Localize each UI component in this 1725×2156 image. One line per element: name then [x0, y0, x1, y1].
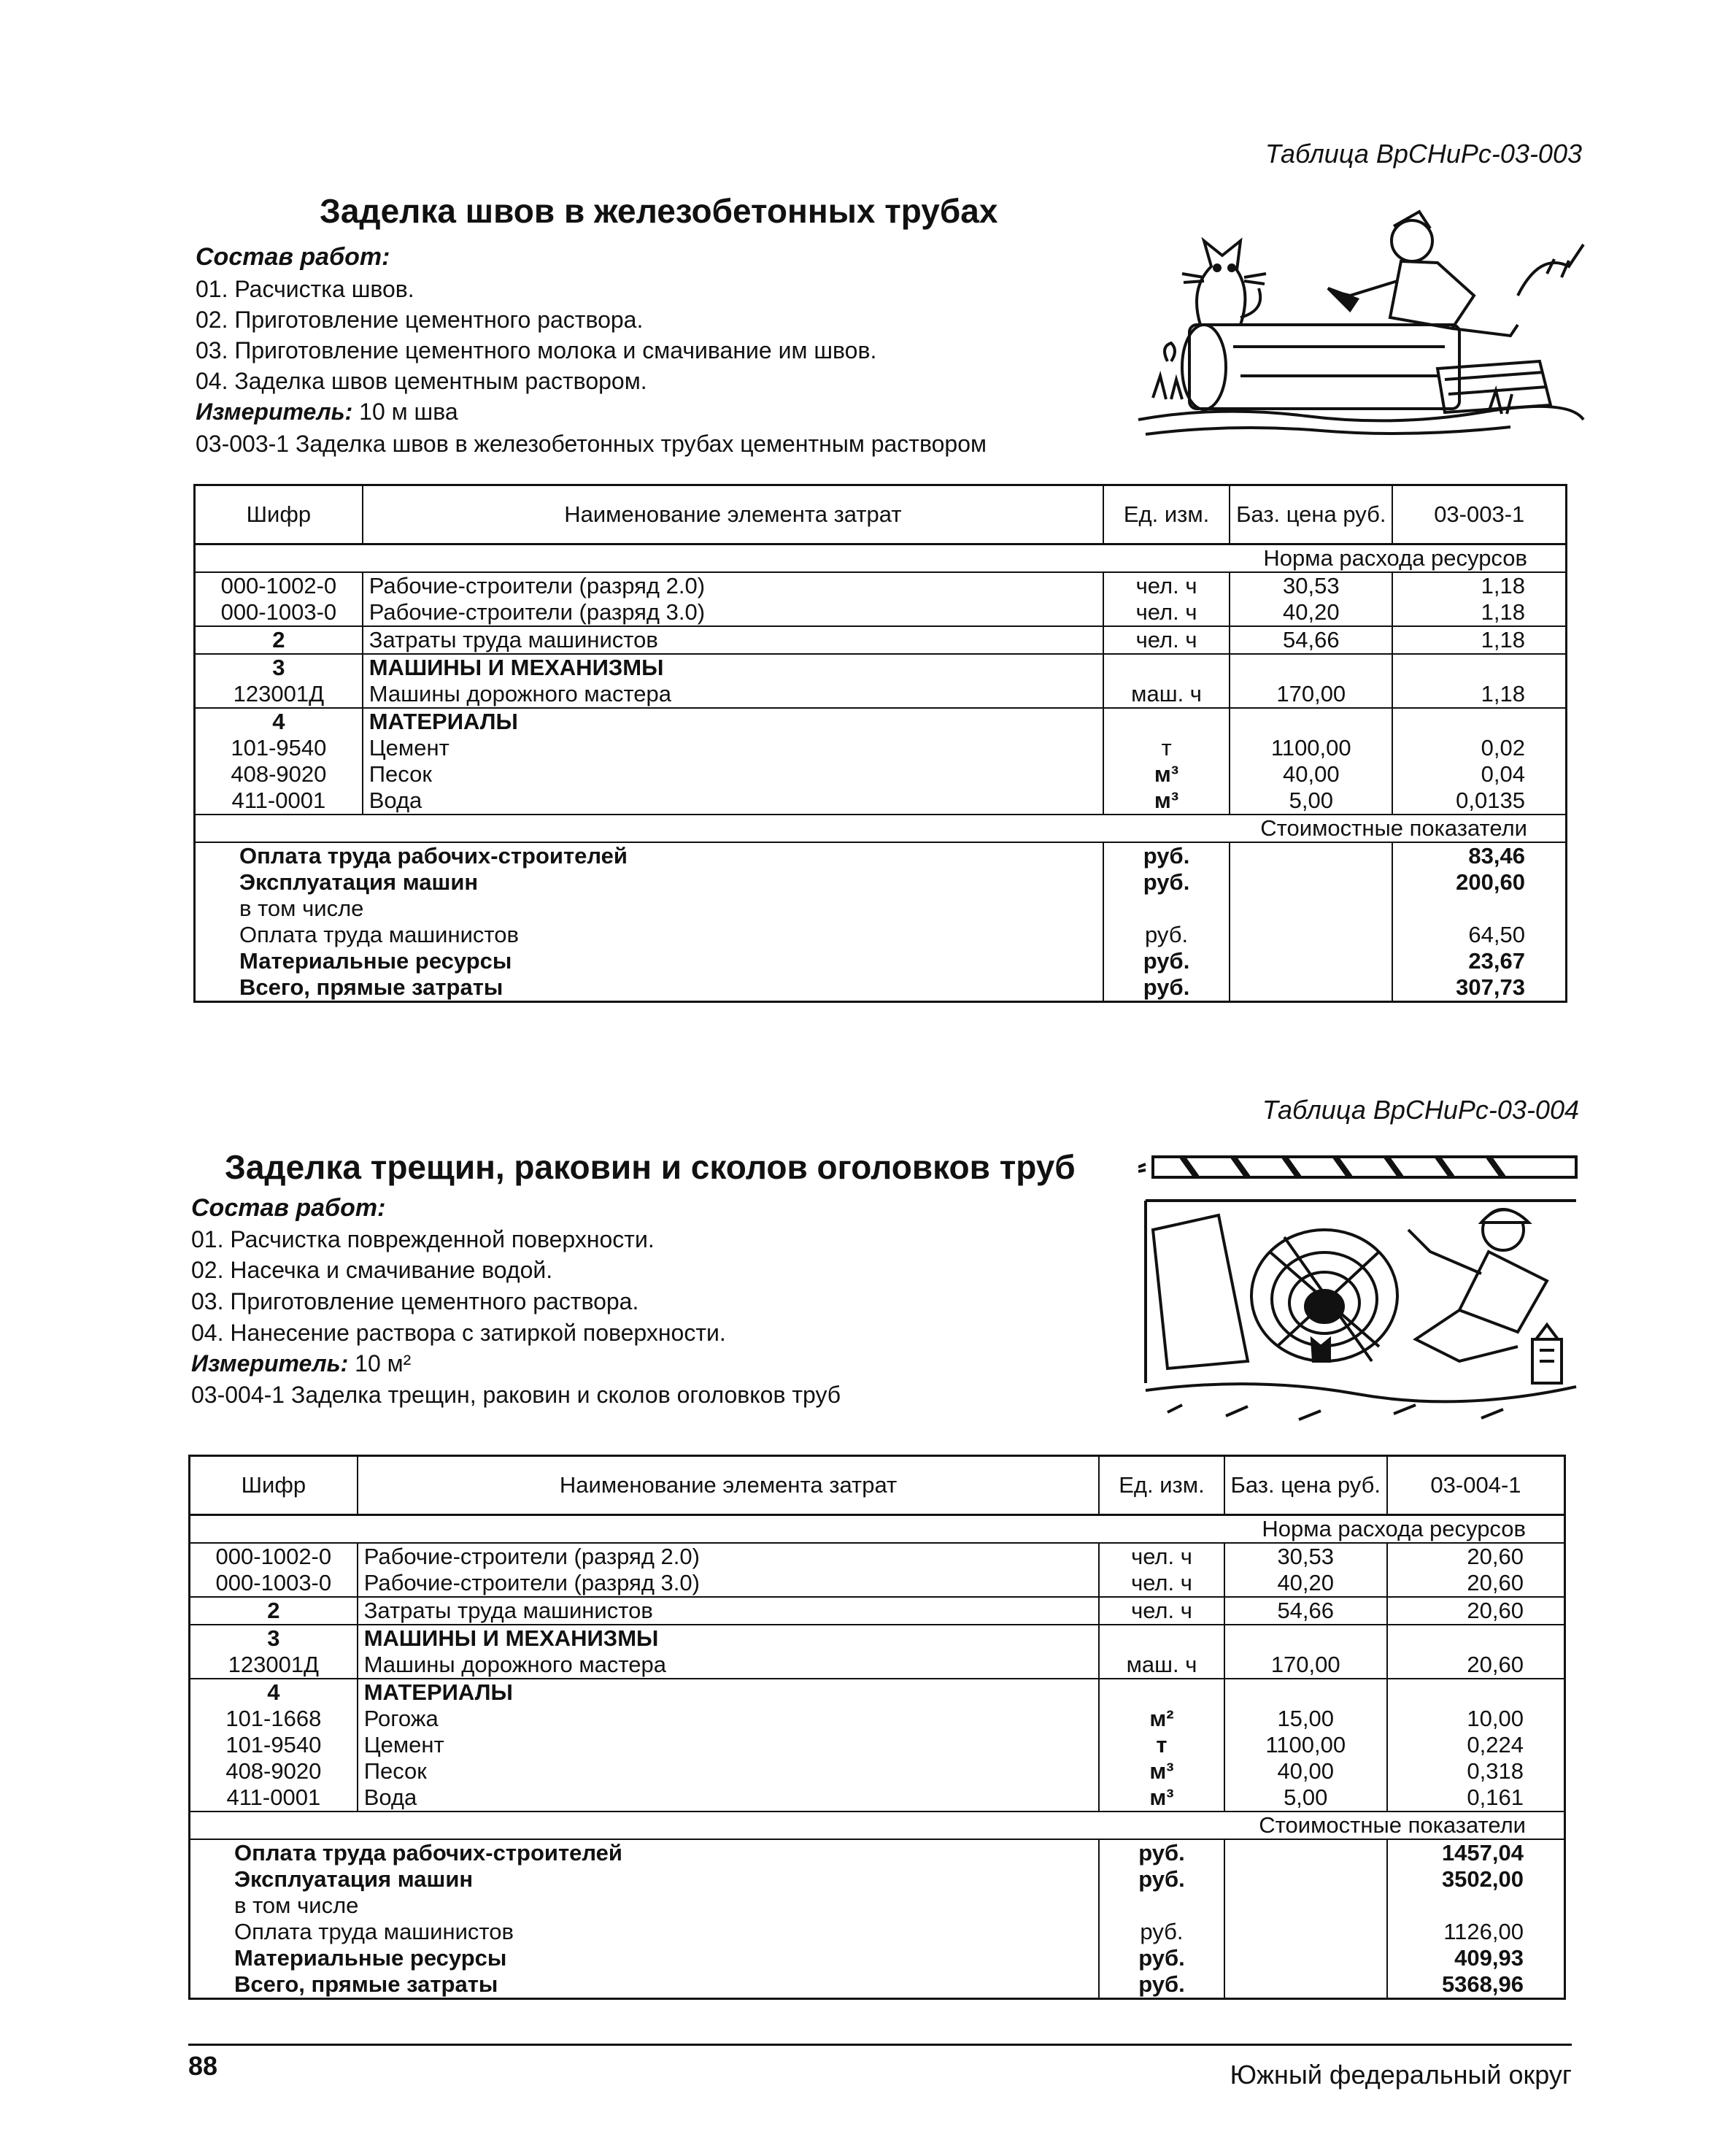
cell-price: 40,20 — [1230, 599, 1392, 626]
cell-unit: чел. ч — [1099, 1597, 1224, 1625]
cell-price: 54,66 — [1230, 626, 1392, 654]
cell-price: 30,53 — [1230, 572, 1392, 599]
cell-name: МАТЕРИАЛЫ — [363, 708, 1103, 735]
norm-band: Норма расхода ресурсов — [195, 544, 1567, 573]
footer-divider — [188, 2044, 1572, 2046]
cell-unit: м³ — [1099, 1785, 1224, 1812]
cost-row — [190, 1971, 1565, 1999]
table-row — [190, 1570, 1565, 1597]
cost-row — [190, 1945, 1565, 1971]
cost-unit: руб. — [1103, 869, 1230, 896]
work-item: 01. Расчистка швов. — [196, 276, 414, 302]
cell-name: МАШИНЫ И МЕХАНИЗМЫ — [363, 654, 1103, 681]
cell-price: 54,66 — [1224, 1597, 1387, 1625]
cost-band: Стоимостные показатели — [190, 1812, 1565, 1839]
cost-name: Оплата труда рабочих-строителей — [190, 1839, 1100, 1866]
cell-name: Цемент — [358, 1732, 1100, 1758]
cell-price: 5,00 — [1230, 788, 1392, 815]
cell-norm: 0,04 — [1481, 761, 1525, 787]
cost-row — [195, 869, 1567, 896]
cell-price: 1100,00 — [1224, 1732, 1387, 1758]
cell-code: 101-9540 — [195, 735, 363, 761]
table-row — [190, 1679, 1565, 1706]
cost-value: 83,46 — [1468, 843, 1525, 869]
cost-name: Всего, прямые затраты — [190, 1971, 1100, 1999]
cost-value: 3502,00 — [1441, 1866, 1524, 1892]
cost-row — [190, 1893, 1565, 1919]
page-number: 88 — [188, 2051, 218, 2081]
cell-price: 15,00 — [1224, 1706, 1387, 1732]
table-row — [195, 654, 1567, 681]
cost-value: 23,67 — [1468, 948, 1525, 974]
cost-name: Материальные ресурсы — [190, 1945, 1100, 1971]
cost-value: 307,73 — [1456, 974, 1525, 1000]
works-label: Состав работ: — [191, 1194, 386, 1222]
cost-row — [190, 1839, 1565, 1866]
cost-row — [190, 1866, 1565, 1893]
cell-unit: чел. ч — [1099, 1543, 1224, 1570]
cell-norm: 0,318 — [1467, 1758, 1524, 1784]
measure-label: Измеритель: — [191, 1350, 349, 1377]
cell-norm: 1,18 — [1481, 599, 1525, 625]
cost-value: 200,60 — [1456, 869, 1525, 895]
cost-unit: руб. — [1103, 974, 1230, 1002]
cell-code: 101-9540 — [190, 1732, 358, 1758]
measure-line — [196, 399, 458, 426]
cell-name: Машины дорожного мастера — [358, 1652, 1100, 1679]
measure-value: 10 м² — [355, 1350, 412, 1377]
footer-region: Южный федеральный округ — [1230, 2060, 1572, 2090]
cell-name: МАТЕРИАЛЫ — [358, 1679, 1100, 1706]
cell-code: 3 — [190, 1625, 358, 1652]
table-row — [195, 788, 1567, 815]
cell-norm: 1,18 — [1481, 627, 1525, 652]
work-item: 03. Приготовление цементного молока и смачивание им швов. — [196, 337, 877, 363]
cell-code: 000-1003-0 — [195, 599, 363, 626]
cell-unit: т — [1103, 735, 1230, 761]
cell-code: 4 — [190, 1679, 358, 1706]
cell-code: 4 — [195, 708, 363, 735]
cell-name: Рабочие-строители (разряд 3.0) — [358, 1570, 1100, 1597]
table-row — [190, 1706, 1565, 1732]
cost-value: 64,50 — [1468, 922, 1525, 947]
cost-row — [190, 1919, 1565, 1945]
work-item: 03. Приготовление цементного раствора. — [191, 1288, 639, 1314]
table-row — [190, 1785, 1565, 1812]
section-title: Заделка трещин, раковин и сколов оголовков труб — [225, 1148, 1076, 1186]
cell-price: 40,00 — [1224, 1758, 1387, 1785]
table-row — [195, 761, 1567, 788]
cell-price: 30,53 — [1224, 1543, 1387, 1570]
cell-code: 2 — [190, 1597, 358, 1625]
cell-unit: маш. ч — [1103, 681, 1230, 708]
cell-code: 408-9020 — [190, 1758, 358, 1785]
cell-price: 170,00 — [1224, 1652, 1387, 1679]
table-row — [195, 735, 1567, 761]
worker-at-pipe-head-illustration — [1138, 1142, 1583, 1434]
section-title: Заделка швов в железобетонных трубах — [320, 192, 998, 230]
cost-unit: руб. — [1099, 1919, 1224, 1945]
col-header: 03-003-1 — [1392, 485, 1566, 544]
cell-name: Затраты труда машинистов — [363, 626, 1103, 654]
cell-price: 170,00 — [1230, 681, 1392, 708]
cell-code: 408-9020 — [195, 761, 363, 788]
cell-norm: 20,60 — [1467, 1598, 1524, 1623]
table-row — [195, 681, 1567, 708]
cell-code: 000-1003-0 — [190, 1570, 358, 1597]
table-row — [190, 1597, 1565, 1625]
table-row — [195, 626, 1567, 654]
cell-name: Рабочие-строители (разряд 2.0) — [363, 572, 1103, 599]
cell-name: Затраты труда машинистов — [358, 1597, 1100, 1625]
cell-norm: 0,161 — [1467, 1785, 1524, 1810]
measure-value: 10 м шва — [359, 399, 458, 425]
cell-unit: м³ — [1099, 1758, 1224, 1785]
cell-name: Рабочие-строители (разряд 2.0) — [358, 1543, 1100, 1570]
cell-name: МАШИНЫ И МЕХАНИЗМЫ — [358, 1625, 1100, 1652]
cell-unit: т — [1099, 1732, 1224, 1758]
table-row — [190, 1625, 1565, 1652]
cost-value: 409,93 — [1454, 1945, 1524, 1971]
cell-name: Песок — [358, 1758, 1100, 1785]
cost-unit: руб. — [1103, 842, 1230, 869]
cost-row — [195, 842, 1567, 869]
work-item: 04. Заделка швов цементным раствором. — [196, 368, 647, 394]
cost-name: Материальные ресурсы — [195, 948, 1104, 974]
cost-unit: руб. — [1103, 948, 1230, 974]
cell-unit: чел. ч — [1103, 626, 1230, 654]
code-line: 03-003-1 Заделка швов в железобетонных трубах цементным раствором — [196, 431, 987, 457]
col-header: Шифр — [195, 485, 363, 544]
cell-norm: 1,18 — [1481, 681, 1525, 707]
cost-row — [195, 922, 1567, 948]
norm-band: Норма расхода ресурсов — [190, 1515, 1565, 1544]
cost-name: Всего, прямые затраты — [195, 974, 1104, 1002]
cell-norm: 10,00 — [1467, 1706, 1524, 1731]
cost-name: Эксплуатация машин — [195, 869, 1104, 896]
col-header: Наименование элемента затрат — [358, 1456, 1100, 1515]
work-item: 01. Расчистка поврежденной поверхности. — [191, 1226, 655, 1252]
cell-price: 40,20 — [1224, 1570, 1387, 1597]
cell-code: 101-1668 — [190, 1706, 358, 1732]
cell-code: 411-0001 — [195, 788, 363, 815]
work-item: 02. Приготовление цементного раствора. — [196, 307, 644, 333]
table-row — [195, 572, 1567, 599]
cell-code: 3 — [195, 654, 363, 681]
cell-unit: чел. ч — [1103, 572, 1230, 599]
cell-price: 1100,00 — [1230, 735, 1392, 761]
cell-norm: 1,18 — [1481, 573, 1525, 598]
work-item: 02. Насечка и смачивание водой. — [191, 1257, 553, 1283]
cost-row — [195, 974, 1567, 1002]
measure-label: Измеритель: — [196, 399, 353, 425]
table-row — [195, 708, 1567, 735]
col-header: Ед. изм. — [1103, 485, 1230, 544]
cost-band: Стоимостные показатели — [195, 815, 1567, 842]
cell-norm: 0,02 — [1481, 735, 1525, 761]
cell-code: 123001Д — [190, 1652, 358, 1679]
cell-unit: маш. ч — [1099, 1652, 1224, 1679]
estimate-table — [188, 1455, 1566, 2000]
cost-name: Эксплуатация машин — [190, 1866, 1100, 1893]
cell-norm: 20,60 — [1467, 1544, 1524, 1569]
cell-norm: 20,60 — [1467, 1570, 1524, 1595]
table-caption: Таблица ВрСНиРс-03-004 — [1262, 1095, 1579, 1125]
cost-name: Оплата труда машинистов — [190, 1919, 1100, 1945]
cell-norm: 0,0135 — [1456, 788, 1525, 813]
cell-unit: м³ — [1103, 761, 1230, 788]
cell-code: 123001Д — [195, 681, 363, 708]
cell-name: Машины дорожного мастера — [363, 681, 1103, 708]
cell-code: 2 — [195, 626, 363, 654]
cost-value: 5368,96 — [1441, 1971, 1524, 1997]
cell-unit: чел. ч — [1103, 599, 1230, 626]
table-row — [190, 1732, 1565, 1758]
table-row — [190, 1543, 1565, 1570]
cell-code: 000-1002-0 — [190, 1543, 358, 1570]
cost-value: 1457,04 — [1441, 1840, 1524, 1866]
cost-row — [195, 896, 1567, 922]
cost-unit: руб. — [1099, 1866, 1224, 1893]
cost-row — [195, 948, 1567, 974]
cell-code: 000-1002-0 — [195, 572, 363, 599]
cost-value: 1126,00 — [1443, 1919, 1524, 1944]
cost-unit: руб. — [1099, 1971, 1224, 1999]
cell-norm: 20,60 — [1467, 1652, 1524, 1677]
cost-name: Оплата труда машинистов — [195, 922, 1104, 948]
table-row — [190, 1758, 1565, 1785]
table-caption: Таблица ВрСНиРс-03-003 — [1265, 139, 1582, 169]
col-header: 03-004-1 — [1387, 1456, 1565, 1515]
cost-unit: руб. — [1099, 1945, 1224, 1971]
cost-name: в том числе — [195, 896, 1104, 922]
code-line: 03-004-1 Заделка трещин, раковин и сколов оголовков труб — [191, 1382, 841, 1408]
cell-code: 411-0001 — [190, 1785, 358, 1812]
cell-price: 5,00 — [1224, 1785, 1387, 1812]
cell-price: 40,00 — [1230, 761, 1392, 788]
cell-name: Цемент — [363, 735, 1103, 761]
cell-name: Вода — [363, 788, 1103, 815]
col-header: Наименование элемента затрат — [363, 485, 1103, 544]
col-header: Баз. цена руб. — [1224, 1456, 1387, 1515]
cell-unit: м² — [1099, 1706, 1224, 1732]
cell-name: Вода — [358, 1785, 1100, 1812]
work-item: 04. Нанесение раствора с затиркой поверхности. — [191, 1320, 726, 1346]
cell-unit: м³ — [1103, 788, 1230, 815]
cat-and-worker-sealing-pipe-illustration — [1131, 208, 1591, 463]
cost-unit: руб. — [1103, 922, 1230, 948]
measure-line — [191, 1350, 411, 1377]
works-label: Состав работ: — [196, 243, 390, 271]
cell-unit: чел. ч — [1099, 1570, 1224, 1597]
col-header: Шифр — [190, 1456, 358, 1515]
table-row — [195, 599, 1567, 626]
cell-name: Рабочие-строители (разряд 3.0) — [363, 599, 1103, 626]
cell-name: Песок — [363, 761, 1103, 788]
cell-name: Рогожа — [358, 1706, 1100, 1732]
cost-name: Оплата труда рабочих-строителей — [195, 842, 1104, 869]
table-row — [190, 1652, 1565, 1679]
cell-norm: 0,224 — [1467, 1732, 1524, 1757]
col-header: Баз. цена руб. — [1230, 485, 1392, 544]
estimate-table — [193, 484, 1567, 1003]
cost-name: в том числе — [190, 1893, 1100, 1919]
cost-unit: руб. — [1099, 1839, 1224, 1866]
col-header: Ед. изм. — [1099, 1456, 1224, 1515]
